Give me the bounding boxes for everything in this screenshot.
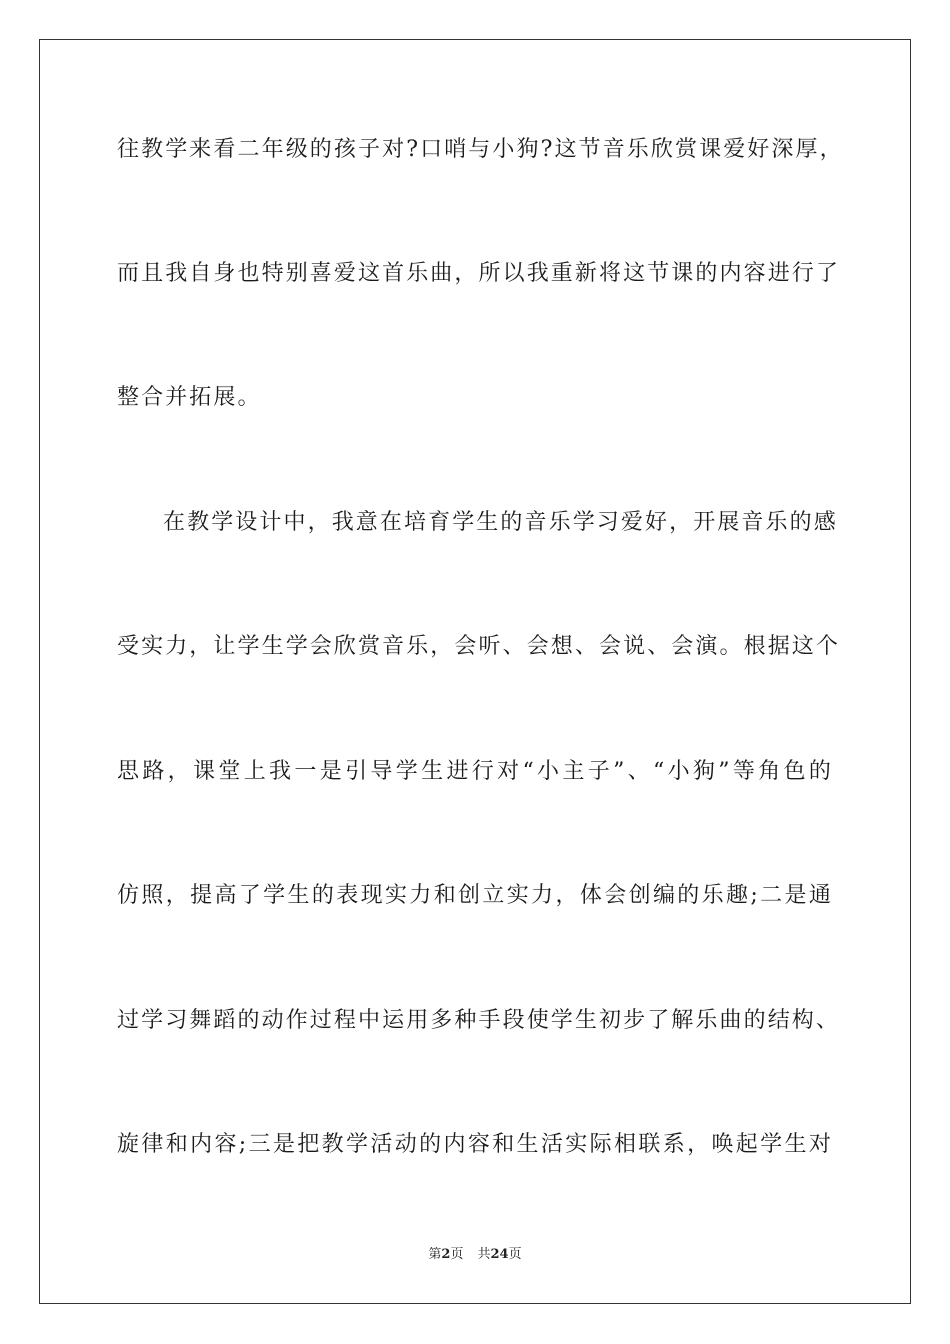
total-prefix: 共 xyxy=(477,1247,491,1262)
paragraph-line-4: 在教学设计中，我意在培育学生的音乐学习爱好，开展音乐的感 xyxy=(163,510,838,535)
paragraph-line-2: 而且我自身也特别喜爱这首乐曲，所以我重新将这节课的内容进行了 xyxy=(117,261,841,286)
paragraph-line-6: 思路，课堂上我一是引导学生进行对“小主子”、“小狗”等角色的 xyxy=(117,759,833,784)
paragraph-line-5: 受实力，让学生学会欣赏音乐，会听、会想、会说、会演。根据这个 xyxy=(117,634,841,659)
total-suffix: 页 xyxy=(508,1247,522,1262)
paragraph-line-8: 过学习舞蹈的动作过程中运用多种手段使学生初步了解乐曲的结构、 xyxy=(117,1008,841,1033)
paragraph-line-9: 旋律和内容;三是把教学活动的内容和生活实际相联系，唤起学生对 xyxy=(117,1132,833,1157)
page-border xyxy=(39,39,911,1304)
paragraph-line-3: 整合并拓展。 xyxy=(117,385,262,410)
page-footer xyxy=(0,1246,950,1264)
total-pages: 24 xyxy=(490,1247,509,1262)
page-suffix: 页 xyxy=(450,1247,464,1262)
paragraph-line-1: 往教学来看二年级的孩子对?口哨与小狗?这节音乐欣赏课爱好深厚， xyxy=(117,137,844,162)
page-prefix: 第 xyxy=(428,1247,442,1262)
page-number: 2 xyxy=(441,1247,451,1262)
paragraph-line-7: 仿照，提高了学生的表现实力和创立实力，体会创编的乐趣;二是通 xyxy=(117,883,833,908)
